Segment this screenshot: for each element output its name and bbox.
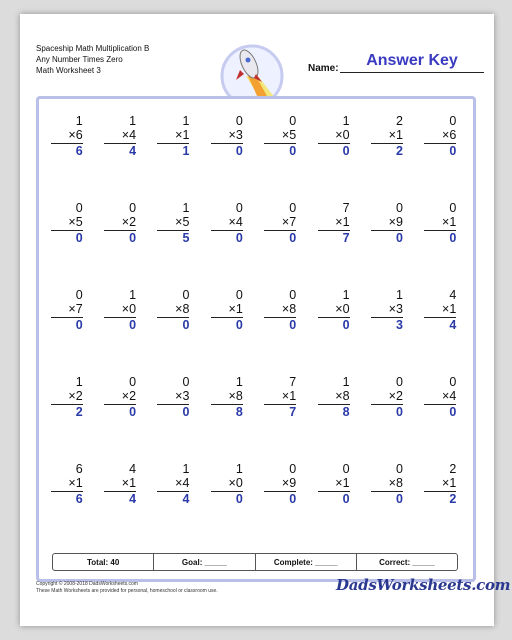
- problem: [414, 114, 467, 201]
- worksheet-number: Math Worksheet 3: [36, 66, 101, 75]
- answer: 4: [182, 492, 190, 506]
- multiplier: ×3: [228, 128, 243, 142]
- copyright-line: Copyright © 2008-2018 DadsWorksheets.com: [36, 581, 138, 587]
- multiplier: ×4: [175, 476, 190, 490]
- problem: [93, 201, 146, 288]
- multiplier: ×1: [442, 215, 457, 229]
- answer: 6: [75, 144, 83, 158]
- multiplicand: 7: [342, 201, 350, 215]
- problem: [200, 375, 253, 462]
- goal-cell: Goal: _____: [154, 554, 255, 570]
- problem-row: [40, 375, 467, 462]
- problem: [307, 462, 360, 549]
- multiplier: ×1: [228, 302, 243, 316]
- answer: 0: [395, 492, 403, 506]
- problem-row: [40, 288, 467, 375]
- problem: [360, 462, 413, 549]
- multiplicand: 1: [182, 114, 190, 128]
- multiplicand: 1: [235, 375, 243, 389]
- multiplicand: 7: [289, 375, 297, 389]
- answer: 4: [129, 144, 137, 158]
- multiplicand: 1: [129, 288, 137, 302]
- multiplier: ×1: [281, 389, 297, 403]
- multiplicand: 0: [235, 288, 243, 302]
- problem: [360, 375, 413, 462]
- multiplicand: 0: [129, 201, 137, 215]
- multiplier: ×2: [388, 389, 403, 403]
- answer: 0: [289, 231, 297, 245]
- multiplicand: 0: [289, 462, 297, 476]
- problem: [40, 114, 93, 201]
- problem: [200, 462, 253, 549]
- problem: [147, 375, 200, 462]
- multiplicand: 0: [289, 114, 297, 128]
- multiplier: ×7: [281, 215, 297, 229]
- answer-key-label: Answer Key: [366, 52, 458, 69]
- multiplier: ×0: [121, 302, 137, 316]
- answer: 0: [342, 318, 350, 332]
- answer: 7: [342, 231, 350, 245]
- multiplicand: 4: [449, 288, 457, 302]
- multiplicand: 0: [395, 375, 403, 389]
- score-box: [52, 553, 458, 571]
- multiplier: ×8: [175, 302, 190, 316]
- answer: 0: [75, 318, 83, 332]
- problem: [254, 201, 307, 288]
- answer: 2: [75, 405, 83, 419]
- multiplier: ×1: [388, 128, 403, 142]
- multiplicand: 0: [395, 201, 403, 215]
- answer: 0: [235, 492, 243, 506]
- multiplicand: 0: [449, 201, 457, 215]
- worksheet-subtitle: Any Number Times Zero: [36, 55, 123, 64]
- multiplier: ×1: [442, 302, 457, 316]
- answer: 0: [129, 231, 137, 245]
- multiplier: ×9: [388, 215, 403, 229]
- multiplier: ×5: [281, 128, 297, 142]
- problem: [414, 201, 467, 288]
- multiplier: ×0: [335, 302, 350, 316]
- answer: 0: [129, 405, 137, 419]
- problem: [40, 288, 93, 375]
- problem: [40, 462, 93, 549]
- multiplicand: 0: [449, 375, 457, 389]
- multiplicand: 1: [342, 288, 350, 302]
- multiplicand: 1: [342, 375, 350, 389]
- answer: 8: [235, 405, 243, 419]
- multiplicand: 0: [449, 114, 457, 128]
- multiplicand: 6: [75, 462, 83, 476]
- multiplier: ×1: [68, 476, 83, 490]
- multiplier: ×1: [335, 215, 350, 229]
- multiplicand: 1: [182, 201, 190, 215]
- multiplier: ×5: [68, 215, 83, 229]
- problem: [254, 375, 307, 462]
- multiplier: ×6: [442, 128, 457, 142]
- problem: [360, 201, 413, 288]
- answer: 0: [235, 318, 243, 332]
- multiplicand: 0: [129, 375, 137, 389]
- answer: 1: [182, 144, 190, 158]
- answer: 0: [342, 492, 350, 506]
- multiplicand: 1: [75, 375, 83, 389]
- multiplier: ×4: [121, 128, 137, 142]
- answer: 0: [449, 405, 457, 419]
- multiplicand: 2: [395, 114, 403, 128]
- complete-cell: Complete: _____: [256, 554, 357, 570]
- answer: 4: [129, 492, 137, 506]
- problem: [93, 288, 146, 375]
- answer: 0: [395, 405, 403, 419]
- problem: [414, 375, 467, 462]
- problem: [307, 114, 360, 201]
- answer: 0: [342, 144, 350, 158]
- multiplicand: 0: [395, 462, 403, 476]
- problem-row: [40, 462, 467, 549]
- problem: [147, 462, 200, 549]
- answer: 0: [449, 144, 457, 158]
- answer: 0: [235, 231, 243, 245]
- name-label: Name:: [308, 63, 339, 74]
- answer: 0: [75, 231, 83, 245]
- multiplier: ×8: [335, 389, 350, 403]
- answer: 0: [235, 144, 243, 158]
- multiplier: ×1: [335, 476, 350, 490]
- problem: [147, 114, 200, 201]
- total-cell: Total: 40: [53, 554, 154, 570]
- problem: [414, 288, 467, 375]
- answer: 7: [289, 405, 297, 419]
- problem: [254, 462, 307, 549]
- multiplier: ×4: [228, 215, 243, 229]
- problem-row: [40, 201, 467, 288]
- multiplier: ×9: [281, 476, 297, 490]
- answer: 0: [182, 405, 190, 419]
- multiplicand: 0: [289, 201, 297, 215]
- multiplier: ×1: [175, 128, 190, 142]
- problem: [93, 375, 146, 462]
- answer: 2: [449, 492, 457, 506]
- multiplicand: 1: [395, 288, 403, 302]
- problem: [414, 462, 467, 549]
- answer: 3: [395, 318, 403, 332]
- multiplicand: 1: [342, 114, 350, 128]
- multiplier: ×3: [388, 302, 403, 316]
- multiplicand: 0: [342, 462, 350, 476]
- answer: 2: [395, 144, 403, 158]
- problem: [147, 201, 200, 288]
- name-field-line: [340, 72, 484, 73]
- multiplier: ×6: [68, 128, 83, 142]
- problem: [93, 114, 146, 201]
- multiplier: ×8: [388, 476, 403, 490]
- dadsworksheets-logo: DadsWorksheets.com: [336, 576, 511, 594]
- multiplicand: 0: [235, 201, 243, 215]
- multiplier: ×3: [175, 389, 190, 403]
- usage-note: These Math Worksheets are provided for personal, homeschool or classroom use.: [36, 588, 218, 594]
- problem-grid: [40, 114, 467, 549]
- multiplier: ×2: [121, 389, 137, 403]
- multiplicand: 0: [289, 288, 297, 302]
- multiplicand: 1: [235, 462, 243, 476]
- problem: [147, 288, 200, 375]
- multiplier: ×5: [175, 215, 190, 229]
- multiplier: ×0: [228, 476, 243, 490]
- problem: [254, 288, 307, 375]
- multiplicand: 1: [182, 462, 190, 476]
- multiplier: ×8: [281, 302, 297, 316]
- problem: [307, 375, 360, 462]
- problem: [40, 375, 93, 462]
- multiplicand: 1: [75, 114, 83, 128]
- problem: [307, 288, 360, 375]
- multiplicand: 4: [129, 462, 137, 476]
- multiplicand: 2: [449, 462, 457, 476]
- multiplicand: 0: [235, 114, 243, 128]
- multiplicand: 0: [75, 288, 83, 302]
- problem: [40, 201, 93, 288]
- answer: 0: [395, 231, 403, 245]
- multiplier: ×1: [121, 476, 137, 490]
- answer: 0: [129, 318, 137, 332]
- correct-cell: Correct: _____: [379, 557, 435, 567]
- answer: 0: [289, 318, 297, 332]
- multiplier: ×4: [442, 389, 457, 403]
- multiplicand: 0: [182, 288, 190, 302]
- multiplier: ×2: [121, 215, 137, 229]
- problem-row: [40, 114, 467, 201]
- problem: [360, 114, 413, 201]
- multiplier: ×7: [68, 302, 83, 316]
- worksheet-title: Spaceship Math Multiplication B: [36, 44, 150, 53]
- problem: [307, 201, 360, 288]
- answer: 8: [342, 405, 350, 419]
- problem: [200, 114, 253, 201]
- problem: [200, 201, 253, 288]
- answer: 4: [449, 318, 457, 332]
- problem: [200, 288, 253, 375]
- multiplier: ×1: [442, 476, 457, 490]
- answer: 0: [449, 231, 457, 245]
- answer: 0: [289, 144, 297, 158]
- multiplicand: 1: [129, 114, 137, 128]
- multiplicand: 0: [75, 201, 83, 215]
- multiplier: ×2: [68, 389, 83, 403]
- problem: [93, 462, 146, 549]
- multiplier: ×8: [228, 389, 243, 403]
- answer: 0: [182, 318, 190, 332]
- problem: [360, 288, 413, 375]
- answer: 5: [182, 231, 190, 245]
- multiplier: ×0: [335, 128, 350, 142]
- answer: 0: [289, 492, 297, 506]
- answer: 6: [75, 492, 83, 506]
- multiplicand: 0: [182, 375, 190, 389]
- problem: [254, 114, 307, 201]
